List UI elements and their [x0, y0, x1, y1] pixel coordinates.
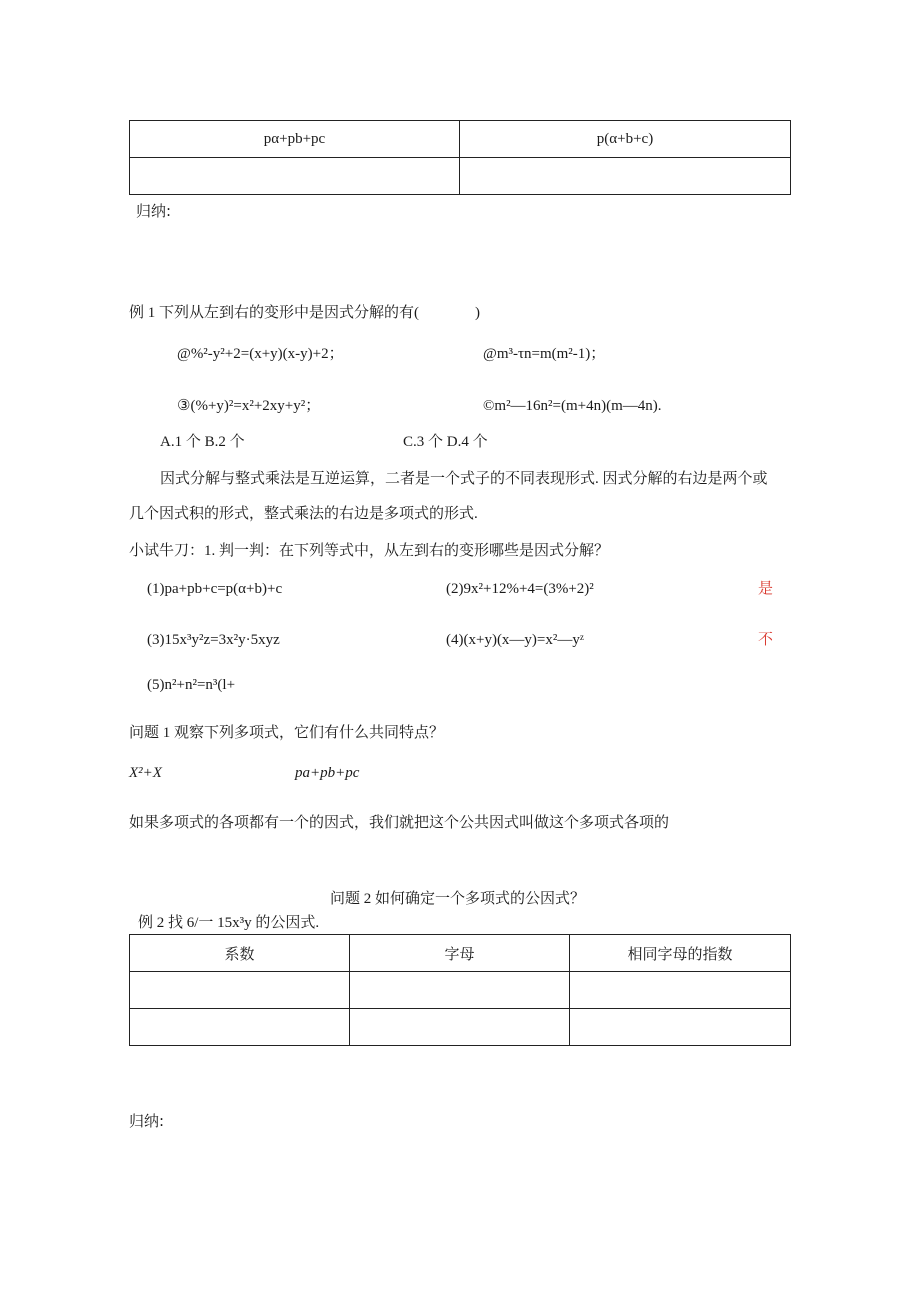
common-factor-cell — [350, 1009, 570, 1046]
example1-question-close: ) — [475, 305, 480, 321]
common-factor-header-letter: 字母 — [350, 935, 570, 972]
question2-example: 例 2 找 6/一 15x³y 的公因式. — [138, 915, 320, 931]
practice-title: 小试牛刀：1. 判一判：在下列等式中，从左到右的变形哪些是因式分解？ — [129, 543, 610, 559]
common-factor-header-exponent: 相同字母的指数 — [570, 935, 791, 972]
example1-question — [129, 306, 480, 321]
top-comparison-table — [129, 120, 791, 195]
explanation-line-2: 几个因式积的形式，整式乘法的右边是多项式的形式. — [129, 506, 478, 522]
common-factor-cell — [350, 972, 570, 1009]
top-table-header-left: pα+pb+pc — [130, 121, 460, 158]
question1-poly-2: pa+pb+pc — [295, 765, 360, 781]
practice-item-3: (3)15x³y²z=3x²y·5xyz — [147, 632, 280, 648]
summary-label: 归纳: — [136, 202, 172, 220]
common-factor-cell — [570, 1009, 791, 1046]
common-factor-cell — [130, 1009, 350, 1046]
common-factor-header-coefficient: 系数 — [130, 935, 350, 972]
common-factor-cell — [130, 972, 350, 1009]
top-table-cell-left — [130, 158, 460, 195]
question2-title: 问题 2 如何确定一个多项式的公因式？ — [330, 891, 586, 907]
example1-item-2: @m³-τn=m(m²-1)； — [483, 346, 606, 362]
example1-item-3: ③(%+y)²=x²+2xy+y²； — [177, 398, 321, 414]
top-table-header-right: p(α+b+c) — [460, 121, 791, 158]
example1-item-1: @%²-y²+2=(x+y)(x-y)+2； — [177, 346, 344, 362]
example1-choices-right: C.3 个 D.4 个 — [403, 434, 488, 450]
practice-mark-no: 不 — [758, 632, 774, 648]
practice-mark-yes: 是 — [758, 581, 774, 597]
practice-item-2: (2)9x²+12%+4=(3%+2)² — [446, 581, 594, 597]
question1-statement: 如果多项式的各项都有一个的因式，我们就把这个公共因式叫做这个多项式各项的 — [129, 815, 670, 831]
practice-item-4: (4)(x+y)(x—y)=x²—yᶻ — [446, 632, 584, 648]
example1-question-text: 例 1 下列从左到右的变形中是因式分解的有( — [129, 305, 419, 321]
question1-title: 问题 1 观察下列多项式，它们有什么共同特点？ — [129, 725, 445, 741]
common-factor-cell — [570, 972, 791, 1009]
common-factor-table — [129, 934, 791, 1046]
explanation-line-1: 因式分解与整式乘法是互逆运算，二者是一个式子的不同表现形式. 因式分解的右边是两个或 — [160, 471, 768, 487]
top-table-cell-right — [460, 158, 791, 195]
summary-label-2: 归纳: — [129, 1112, 165, 1130]
example1-choices-left: A.1 个 B.2 个 — [160, 434, 245, 450]
question1-poly-1: X²+X — [129, 765, 162, 781]
example1-item-4: ©m²—16n²=(m+4n)(m—4n). — [483, 398, 662, 414]
practice-item-5: (5)n²+n²=n³(l+ — [147, 677, 236, 693]
practice-item-1: (1)pa+pb+c=p(α+b)+c — [147, 581, 283, 597]
